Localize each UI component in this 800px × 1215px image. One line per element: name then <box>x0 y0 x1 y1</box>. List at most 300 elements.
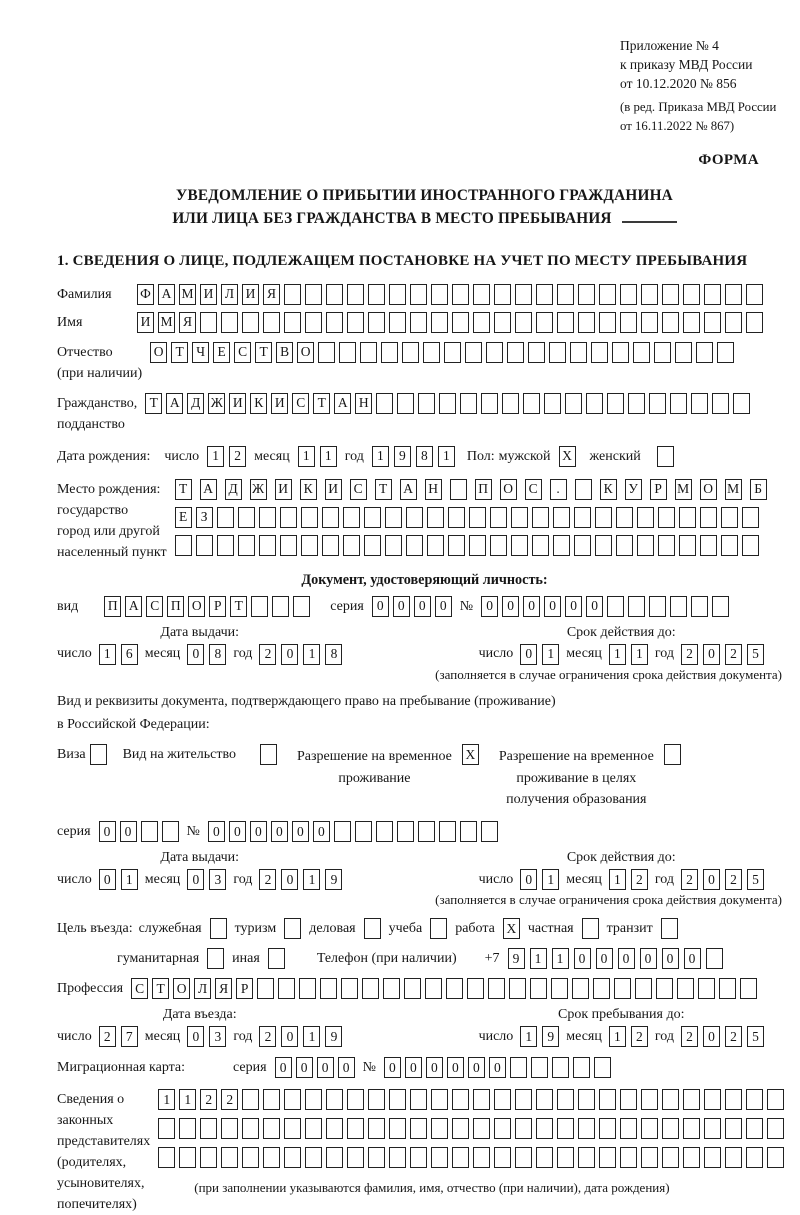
char-cell[interactable] <box>473 312 490 333</box>
char-cell[interactable] <box>536 1118 553 1139</box>
char-cell[interactable]: X <box>503 918 520 939</box>
char-cell[interactable]: И <box>271 393 288 414</box>
char-cell[interactable] <box>473 1089 490 1110</box>
char-cell[interactable]: 0 <box>384 1057 401 1078</box>
char-cell[interactable]: 2 <box>221 1089 238 1110</box>
char-cell[interactable]: О <box>173 978 190 999</box>
char-cell[interactable] <box>677 978 694 999</box>
char-cell[interactable] <box>268 948 285 969</box>
char-cell[interactable] <box>746 312 763 333</box>
char-cell[interactable]: 0 <box>292 821 309 842</box>
char-cell[interactable]: Я <box>263 284 280 305</box>
char-cell[interactable] <box>593 978 610 999</box>
char-cell[interactable] <box>767 1089 784 1110</box>
char-cell[interactable] <box>620 312 637 333</box>
char-cell[interactable] <box>410 1147 427 1168</box>
char-cell[interactable] <box>481 393 498 414</box>
char-cell[interactable]: 5 <box>747 869 764 890</box>
char-cell[interactable] <box>486 342 503 363</box>
char-cell[interactable]: А <box>334 393 351 414</box>
char-cell[interactable]: 0 <box>468 1057 485 1078</box>
char-cell[interactable]: 0 <box>317 1057 334 1078</box>
char-cell[interactable] <box>725 1089 742 1110</box>
char-cell[interactable] <box>616 507 633 528</box>
char-cell[interactable] <box>418 393 435 414</box>
char-cell[interactable] <box>742 507 759 528</box>
char-cell[interactable] <box>725 312 742 333</box>
char-cell[interactable] <box>599 312 616 333</box>
char-cell[interactable]: Р <box>236 978 253 999</box>
char-cell[interactable]: 0 <box>281 1026 298 1047</box>
char-cell[interactable]: 1 <box>207 446 224 467</box>
char-cell[interactable]: 1 <box>542 869 559 890</box>
char-cell[interactable] <box>595 535 612 556</box>
char-cell[interactable] <box>448 535 465 556</box>
char-cell[interactable] <box>385 535 402 556</box>
char-cell[interactable] <box>679 535 696 556</box>
char-cell[interactable] <box>572 978 589 999</box>
char-cell[interactable] <box>425 978 442 999</box>
char-cell[interactable] <box>257 978 274 999</box>
char-cell[interactable]: 1 <box>542 644 559 665</box>
char-cell[interactable]: У <box>625 479 642 500</box>
char-cell[interactable] <box>507 342 524 363</box>
char-cell[interactable] <box>439 393 456 414</box>
char-cell[interactable] <box>578 1118 595 1139</box>
char-cell[interactable] <box>326 1118 343 1139</box>
char-cell[interactable] <box>494 1118 511 1139</box>
char-cell[interactable] <box>305 284 322 305</box>
char-cell[interactable] <box>452 312 469 333</box>
char-cell[interactable]: 2 <box>725 644 742 665</box>
char-cell[interactable]: 1 <box>520 1026 537 1047</box>
char-cell[interactable]: 0 <box>435 596 452 617</box>
char-cell[interactable] <box>490 535 507 556</box>
char-cell[interactable] <box>511 507 528 528</box>
char-cell[interactable]: 0 <box>229 821 246 842</box>
char-cell[interactable] <box>528 342 545 363</box>
char-cell[interactable] <box>523 393 540 414</box>
char-cell[interactable]: Ж <box>208 393 225 414</box>
char-cell[interactable]: X <box>559 446 576 467</box>
char-cell[interactable] <box>364 507 381 528</box>
char-cell[interactable] <box>410 1118 427 1139</box>
char-cell[interactable]: 2 <box>631 869 648 890</box>
char-cell[interactable]: Д <box>187 393 204 414</box>
char-cell[interactable] <box>278 978 295 999</box>
char-cell[interactable]: А <box>200 479 217 500</box>
char-cell[interactable] <box>299 978 316 999</box>
char-cell[interactable] <box>251 596 268 617</box>
char-cell[interactable] <box>473 1147 490 1168</box>
char-cell[interactable]: И <box>242 284 259 305</box>
char-cell[interactable] <box>175 535 192 556</box>
char-cell[interactable] <box>746 1089 763 1110</box>
char-cell[interactable] <box>322 535 339 556</box>
char-cell[interactable] <box>272 596 289 617</box>
char-cell[interactable] <box>531 1057 548 1078</box>
char-cell[interactable]: 1 <box>303 1026 320 1047</box>
char-cell[interactable] <box>427 535 444 556</box>
char-cell[interactable]: И <box>229 393 246 414</box>
char-cell[interactable] <box>263 312 280 333</box>
char-cell[interactable]: 2 <box>259 869 276 890</box>
char-cell[interactable] <box>551 978 568 999</box>
char-cell[interactable]: 3 <box>209 1026 226 1047</box>
char-cell[interactable]: М <box>158 312 175 333</box>
char-cell[interactable]: А <box>125 596 142 617</box>
char-cell[interactable] <box>326 284 343 305</box>
char-cell[interactable]: Т <box>313 393 330 414</box>
char-cell[interactable]: С <box>350 479 367 500</box>
char-cell[interactable] <box>259 507 276 528</box>
char-cell[interactable]: 0 <box>640 948 657 969</box>
char-cell[interactable] <box>704 312 721 333</box>
char-cell[interactable] <box>196 535 213 556</box>
char-cell[interactable] <box>444 342 461 363</box>
char-cell[interactable]: Т <box>230 596 247 617</box>
char-cell[interactable]: 0 <box>565 596 582 617</box>
char-cell[interactable]: 2 <box>725 869 742 890</box>
char-cell[interactable] <box>578 312 595 333</box>
char-cell[interactable] <box>494 284 511 305</box>
char-cell[interactable] <box>742 535 759 556</box>
char-cell[interactable] <box>376 393 393 414</box>
char-cell[interactable] <box>368 1118 385 1139</box>
char-cell[interactable] <box>661 918 678 939</box>
char-cell[interactable] <box>515 312 532 333</box>
char-cell[interactable]: 8 <box>209 644 226 665</box>
char-cell[interactable] <box>620 284 637 305</box>
char-cell[interactable]: 9 <box>394 446 411 467</box>
char-cell[interactable]: 0 <box>586 596 603 617</box>
char-cell[interactable]: 0 <box>703 644 720 665</box>
char-cell[interactable] <box>578 1089 595 1110</box>
char-cell[interactable] <box>242 312 259 333</box>
char-cell[interactable] <box>620 1118 637 1139</box>
char-cell[interactable] <box>570 342 587 363</box>
char-cell[interactable] <box>305 312 322 333</box>
char-cell[interactable]: С <box>146 596 163 617</box>
char-cell[interactable]: 2 <box>259 644 276 665</box>
char-cell[interactable] <box>448 507 465 528</box>
char-cell[interactable]: 0 <box>520 869 537 890</box>
char-cell[interactable] <box>532 507 549 528</box>
char-cell[interactable] <box>641 312 658 333</box>
char-cell[interactable]: 0 <box>489 1057 506 1078</box>
char-cell[interactable] <box>649 596 666 617</box>
char-cell[interactable] <box>599 284 616 305</box>
char-cell[interactable]: X <box>462 744 479 765</box>
char-cell[interactable]: И <box>275 479 292 500</box>
char-cell[interactable] <box>683 312 700 333</box>
char-cell[interactable]: 2 <box>631 1026 648 1047</box>
char-cell[interactable] <box>721 535 738 556</box>
char-cell[interactable] <box>406 535 423 556</box>
char-cell[interactable] <box>607 393 624 414</box>
char-cell[interactable]: 9 <box>325 1026 342 1047</box>
char-cell[interactable] <box>238 535 255 556</box>
char-cell[interactable]: 8 <box>416 446 433 467</box>
char-cell[interactable]: 5 <box>747 1026 764 1047</box>
char-cell[interactable] <box>385 507 402 528</box>
char-cell[interactable] <box>158 1147 175 1168</box>
char-cell[interactable]: 1 <box>158 1089 175 1110</box>
char-cell[interactable] <box>536 1147 553 1168</box>
char-cell[interactable] <box>280 507 297 528</box>
char-cell[interactable] <box>582 918 599 939</box>
char-cell[interactable] <box>662 1089 679 1110</box>
char-cell[interactable]: 0 <box>271 821 288 842</box>
char-cell[interactable] <box>733 393 750 414</box>
char-cell[interactable]: 2 <box>681 869 698 890</box>
char-cell[interactable]: 2 <box>725 1026 742 1047</box>
char-cell[interactable] <box>637 507 654 528</box>
char-cell[interactable]: И <box>137 312 154 333</box>
char-cell[interactable]: 0 <box>618 948 635 969</box>
char-cell[interactable] <box>334 821 351 842</box>
char-cell[interactable]: Ж <box>250 479 267 500</box>
char-cell[interactable] <box>725 1147 742 1168</box>
char-cell[interactable]: 3 <box>209 869 226 890</box>
char-cell[interactable]: Р <box>209 596 226 617</box>
char-cell[interactable] <box>679 507 696 528</box>
char-cell[interactable] <box>200 1118 217 1139</box>
char-cell[interactable] <box>553 535 570 556</box>
char-cell[interactable]: . <box>550 479 567 500</box>
char-cell[interactable] <box>767 1147 784 1168</box>
char-cell[interactable] <box>532 535 549 556</box>
char-cell[interactable] <box>200 312 217 333</box>
char-cell[interactable] <box>389 1089 406 1110</box>
char-cell[interactable] <box>284 1147 301 1168</box>
char-cell[interactable] <box>578 284 595 305</box>
char-cell[interactable] <box>573 1057 590 1078</box>
char-cell[interactable] <box>599 1147 616 1168</box>
char-cell[interactable] <box>360 342 377 363</box>
char-cell[interactable]: М <box>675 479 692 500</box>
char-cell[interactable] <box>217 507 234 528</box>
char-cell[interactable]: Р <box>650 479 667 500</box>
char-cell[interactable] <box>364 918 381 939</box>
char-cell[interactable] <box>511 535 528 556</box>
char-cell[interactable] <box>242 1118 259 1139</box>
char-cell[interactable] <box>670 596 687 617</box>
char-cell[interactable] <box>637 535 654 556</box>
char-cell[interactable] <box>260 744 277 765</box>
char-cell[interactable]: 1 <box>303 644 320 665</box>
char-cell[interactable] <box>460 393 477 414</box>
char-cell[interactable] <box>658 507 675 528</box>
char-cell[interactable] <box>494 1089 511 1110</box>
char-cell[interactable] <box>301 535 318 556</box>
char-cell[interactable] <box>427 507 444 528</box>
char-cell[interactable]: Б <box>750 479 767 500</box>
char-cell[interactable]: О <box>188 596 205 617</box>
char-cell[interactable]: З <box>196 507 213 528</box>
char-cell[interactable]: 0 <box>275 1057 292 1078</box>
blank-underline[interactable] <box>622 209 677 223</box>
char-cell[interactable] <box>410 1089 427 1110</box>
char-cell[interactable]: 1 <box>121 869 138 890</box>
char-cell[interactable]: М <box>179 284 196 305</box>
char-cell[interactable] <box>341 978 358 999</box>
char-cell[interactable] <box>656 978 673 999</box>
char-cell[interactable] <box>284 284 301 305</box>
char-cell[interactable] <box>452 1147 469 1168</box>
char-cell[interactable] <box>599 1089 616 1110</box>
char-cell[interactable] <box>221 312 238 333</box>
char-cell[interactable] <box>383 978 400 999</box>
char-cell[interactable]: 0 <box>393 596 410 617</box>
char-cell[interactable] <box>368 1147 385 1168</box>
char-cell[interactable] <box>347 1089 364 1110</box>
char-cell[interactable] <box>698 978 715 999</box>
char-cell[interactable]: 0 <box>502 596 519 617</box>
char-cell[interactable] <box>683 1089 700 1110</box>
char-cell[interactable]: Л <box>221 284 238 305</box>
char-cell[interactable] <box>410 284 427 305</box>
char-cell[interactable] <box>305 1147 322 1168</box>
char-cell[interactable] <box>326 1147 343 1168</box>
char-cell[interactable]: Н <box>425 479 442 500</box>
char-cell[interactable] <box>364 535 381 556</box>
char-cell[interactable] <box>397 821 414 842</box>
char-cell[interactable]: П <box>167 596 184 617</box>
char-cell[interactable] <box>322 507 339 528</box>
char-cell[interactable] <box>406 507 423 528</box>
char-cell[interactable] <box>490 507 507 528</box>
char-cell[interactable] <box>389 1118 406 1139</box>
char-cell[interactable]: Е <box>175 507 192 528</box>
char-cell[interactable]: 1 <box>609 869 626 890</box>
char-cell[interactable] <box>502 393 519 414</box>
char-cell[interactable]: О <box>500 479 517 500</box>
char-cell[interactable] <box>574 535 591 556</box>
char-cell[interactable]: К <box>300 479 317 500</box>
char-cell[interactable] <box>620 1147 637 1168</box>
char-cell[interactable] <box>704 1089 721 1110</box>
char-cell[interactable] <box>326 1089 343 1110</box>
char-cell[interactable]: С <box>292 393 309 414</box>
char-cell[interactable]: 0 <box>187 1026 204 1047</box>
char-cell[interactable] <box>670 393 687 414</box>
char-cell[interactable] <box>263 1118 280 1139</box>
char-cell[interactable]: 1 <box>303 869 320 890</box>
char-cell[interactable] <box>431 1147 448 1168</box>
char-cell[interactable]: И <box>200 284 217 305</box>
char-cell[interactable] <box>494 1147 511 1168</box>
char-cell[interactable]: Т <box>375 479 392 500</box>
char-cell[interactable] <box>368 312 385 333</box>
char-cell[interactable]: О <box>700 479 717 500</box>
char-cell[interactable]: Е <box>213 342 230 363</box>
char-cell[interactable] <box>549 342 566 363</box>
char-cell[interactable] <box>557 1147 574 1168</box>
char-cell[interactable]: О <box>297 342 314 363</box>
char-cell[interactable] <box>431 284 448 305</box>
char-cell[interactable] <box>242 1147 259 1168</box>
char-cell[interactable] <box>263 1147 280 1168</box>
char-cell[interactable] <box>381 342 398 363</box>
char-cell[interactable] <box>452 1118 469 1139</box>
char-cell[interactable] <box>473 1118 490 1139</box>
char-cell[interactable] <box>683 284 700 305</box>
char-cell[interactable]: С <box>131 978 148 999</box>
char-cell[interactable] <box>662 312 679 333</box>
char-cell[interactable] <box>465 342 482 363</box>
char-cell[interactable]: С <box>234 342 251 363</box>
char-cell[interactable] <box>704 1147 721 1168</box>
char-cell[interactable] <box>575 479 592 500</box>
char-cell[interactable] <box>649 393 666 414</box>
char-cell[interactable] <box>343 507 360 528</box>
char-cell[interactable] <box>557 1089 574 1110</box>
char-cell[interactable] <box>515 284 532 305</box>
char-cell[interactable]: 1 <box>631 644 648 665</box>
char-cell[interactable] <box>662 284 679 305</box>
char-cell[interactable]: 2 <box>681 644 698 665</box>
char-cell[interactable] <box>595 507 612 528</box>
char-cell[interactable] <box>683 1118 700 1139</box>
char-cell[interactable] <box>515 1147 532 1168</box>
char-cell[interactable]: Я <box>179 312 196 333</box>
char-cell[interactable] <box>706 948 723 969</box>
char-cell[interactable] <box>599 1118 616 1139</box>
char-cell[interactable] <box>509 978 526 999</box>
char-cell[interactable]: 1 <box>298 446 315 467</box>
char-cell[interactable] <box>746 1147 763 1168</box>
char-cell[interactable] <box>536 1089 553 1110</box>
char-cell[interactable] <box>423 342 440 363</box>
char-cell[interactable]: 1 <box>179 1089 196 1110</box>
char-cell[interactable] <box>704 284 721 305</box>
char-cell[interactable] <box>481 821 498 842</box>
char-cell[interactable] <box>712 596 729 617</box>
char-cell[interactable] <box>389 312 406 333</box>
char-cell[interactable] <box>210 918 227 939</box>
char-cell[interactable] <box>675 342 692 363</box>
char-cell[interactable] <box>586 393 603 414</box>
char-cell[interactable]: Н <box>355 393 372 414</box>
char-cell[interactable]: П <box>475 479 492 500</box>
char-cell[interactable] <box>343 535 360 556</box>
char-cell[interactable]: 0 <box>523 596 540 617</box>
char-cell[interactable]: Д <box>225 479 242 500</box>
char-cell[interactable] <box>179 1147 196 1168</box>
char-cell[interactable] <box>628 393 645 414</box>
char-cell[interactable] <box>347 1118 364 1139</box>
char-cell[interactable] <box>467 978 484 999</box>
char-cell[interactable]: 0 <box>447 1057 464 1078</box>
char-cell[interactable]: 0 <box>684 948 701 969</box>
char-cell[interactable] <box>284 1089 301 1110</box>
char-cell[interactable] <box>460 821 477 842</box>
char-cell[interactable]: 1 <box>372 446 389 467</box>
char-cell[interactable] <box>657 446 674 467</box>
char-cell[interactable] <box>90 744 107 765</box>
char-cell[interactable]: 0 <box>281 644 298 665</box>
char-cell[interactable] <box>691 393 708 414</box>
char-cell[interactable]: 2 <box>259 1026 276 1047</box>
char-cell[interactable] <box>410 312 427 333</box>
char-cell[interactable]: 0 <box>99 821 116 842</box>
char-cell[interactable]: 0 <box>99 869 116 890</box>
char-cell[interactable] <box>488 978 505 999</box>
char-cell[interactable]: 0 <box>596 948 613 969</box>
char-cell[interactable] <box>719 978 736 999</box>
char-cell[interactable] <box>700 507 717 528</box>
